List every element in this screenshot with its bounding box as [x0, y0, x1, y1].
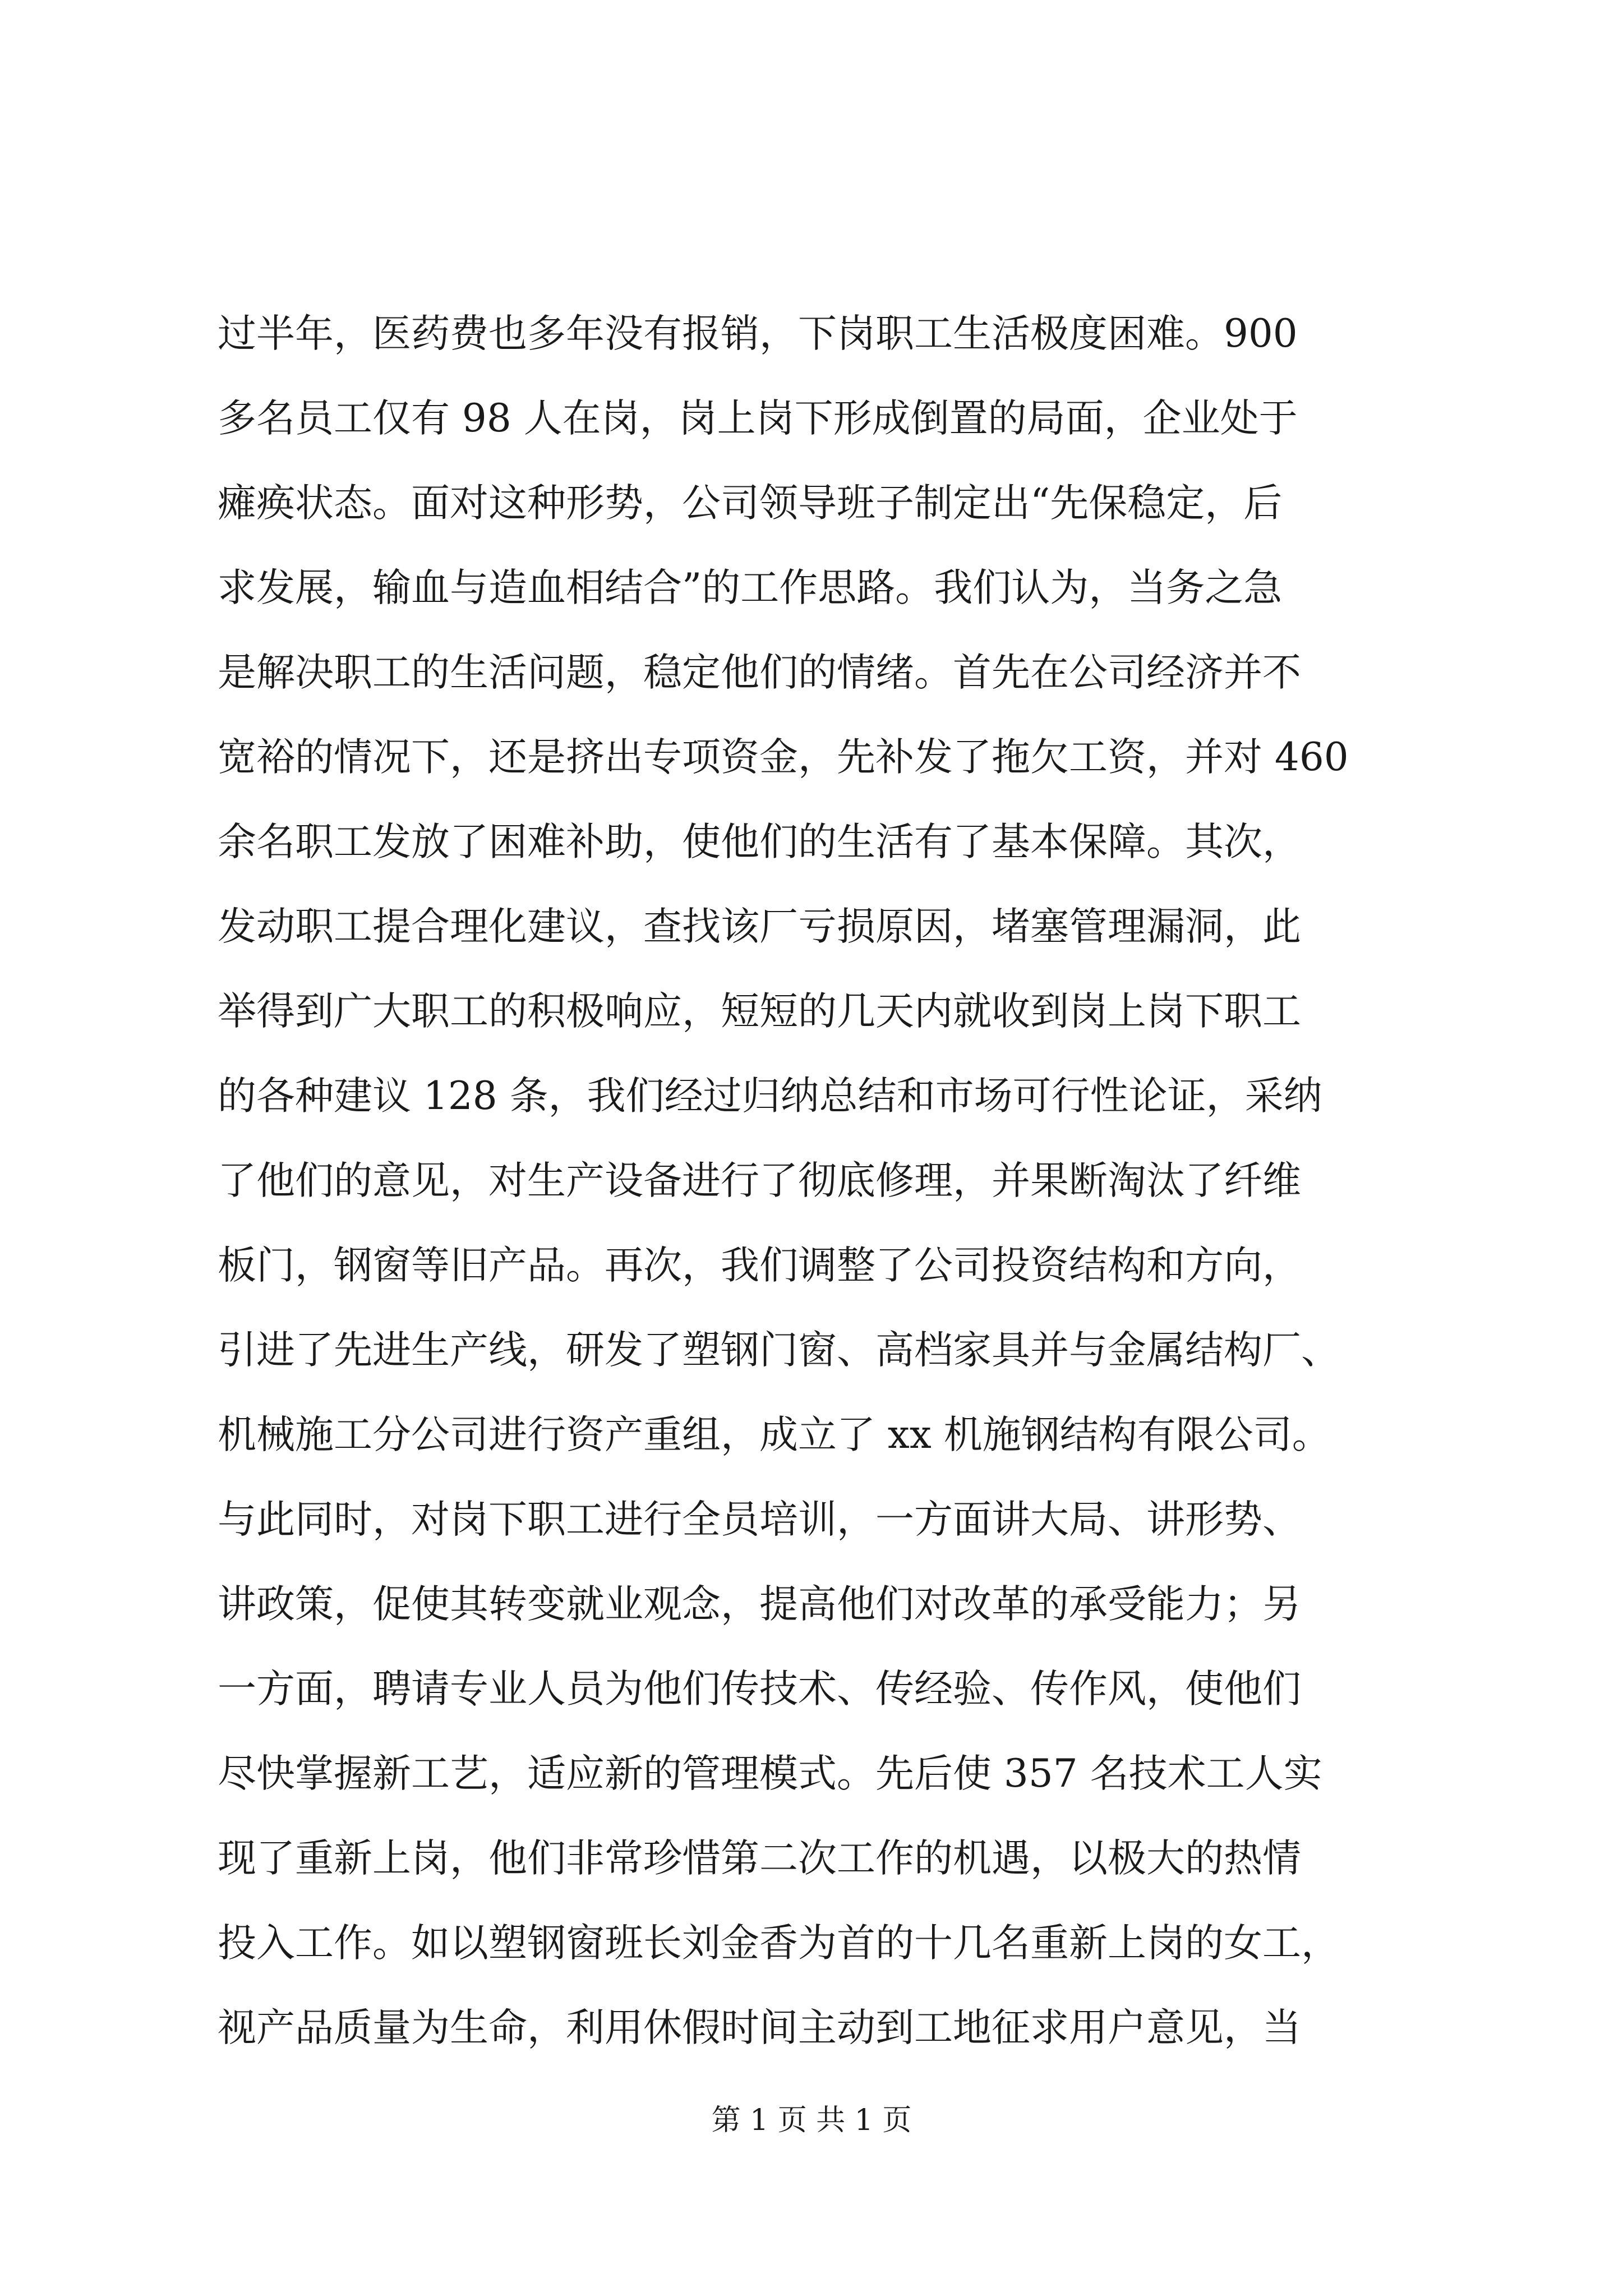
text-line: 瘫痪状态。面对这种形势，公司领导班子制定出“先保稳定，后 [218, 481, 1283, 526]
text-line: 了他们的意见，对生产设备进行了彻底修理，并果断淘汰了纤维 [218, 1158, 1301, 1203]
text-line: 板门，钢窗等旧产品。再次，我们调整了公司投资结构和方向， [218, 1243, 1301, 1288]
text-line: 视产品质量为生命，利用休假时间主动到工地征求用户意见，当 [218, 2005, 1301, 2050]
text-line: 引进了先进生产线，研发了塑钢门窗、高档家具并与金属结构厂、 [218, 1328, 1340, 1373]
text-line: 发动职工提合理化建议，查找该厂亏损原因，堵塞管理漏洞，此 [218, 904, 1301, 949]
text-line: 现了重新上岗，他们非常珍惜第二次工作的机遇，以极大的热情 [218, 1836, 1301, 1881]
page-footer: 第 1 页 共 1 页 [711, 2104, 912, 2137]
text-line: 尽快掌握新工艺，适应新的管理模式。先后使 357 名技术工人实 [218, 1751, 1322, 1796]
text-line: 讲政策，促使其转变就业观念，提高他们对改革的承受能力；另 [218, 1582, 1301, 1627]
text-line: 过半年，医药费也多年没有报销，下岗职工生活极度困难。900 [218, 311, 1298, 356]
text-line: 求发展，输血与造血相结合”的工作思路。我们认为，当务之急 [218, 565, 1283, 610]
text-line: 机械施工分公司进行资产重组，成立了 xx 机施钢结构有限公司。 [218, 1412, 1331, 1457]
text-line: 一方面，聘请专业人员为他们传技术、传经验、传作风，使他们 [218, 1667, 1301, 1711]
body-text [218, 303, 1418, 2082]
text-line: 投入工作。如以塑钢窗班长刘金香为首的十几名重新上岗的女工， [218, 1921, 1340, 1966]
text-line: 宽裕的情况下，还是挤出专项资金，先补发了拖欠工资，并对 460 [218, 735, 1349, 780]
text-line: 举得到广大职工的积极响应，短短的几天内就收到岗上岗下职工 [218, 989, 1301, 1034]
text-line: 的各种建议 128 条，我们经过归纳总结和市场可行性论证，采纳 [218, 1074, 1322, 1119]
text-line: 是解决职工的生活问题，稳定他们的情绪。首先在公司经济并不 [218, 650, 1301, 695]
text-line: 与此同时，对岗下职工进行全员培训，一方面讲大局、讲形势、 [218, 1497, 1301, 1542]
text-line: 余名职工发放了困难补助，使他们的生活有了基本保障。其次， [218, 820, 1301, 864]
text-line: 多名员工仅有 98 人在岗，岗上岗下形成倒置的局面，企业处于 [218, 396, 1298, 441]
